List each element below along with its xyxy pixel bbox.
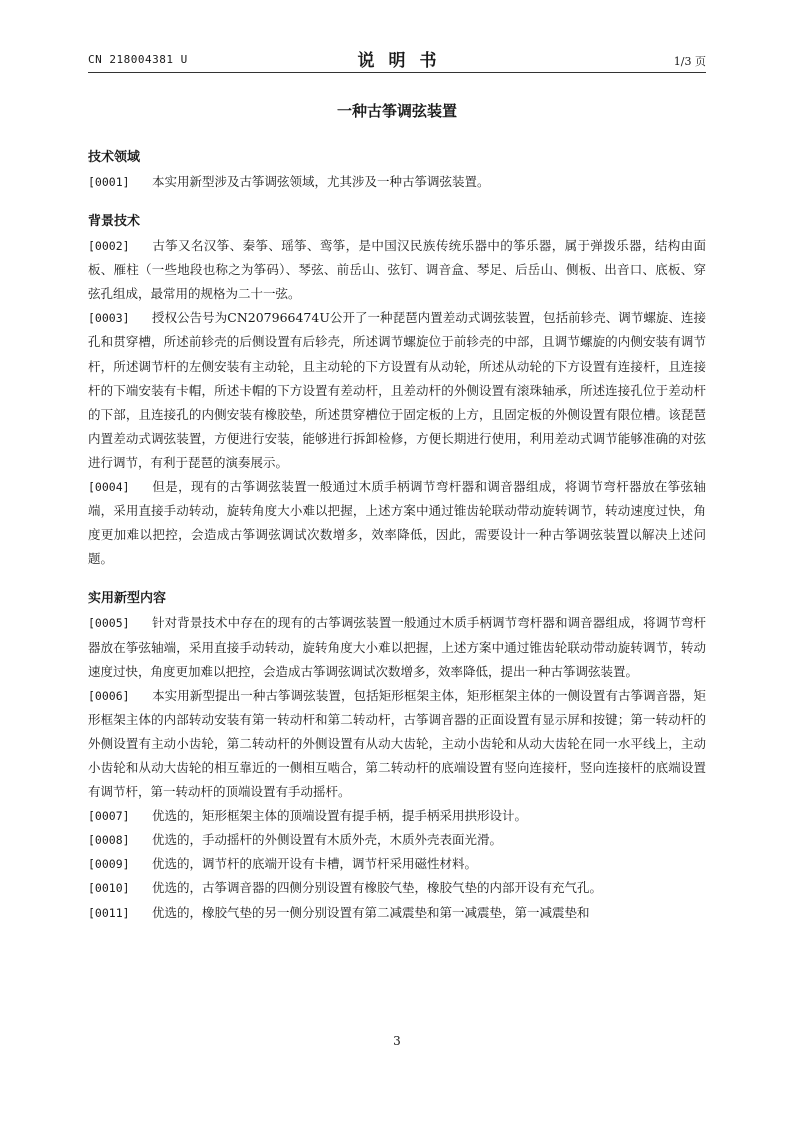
section-utility-model-content [88, 587, 706, 924]
page-number: 3 [393, 1034, 401, 1048]
paragraph-text: 优选的，调节杆的底端开设有卡槽，调节杆采用磁性材料。 [152, 856, 478, 872]
paragraph-text: 优选的，橡胶气垫的另一侧分别设置有第二减震垫和第一减震垫，第一减震垫和 [152, 904, 590, 920]
paragraph-text: 本实用新型涉及古筝调弦领域，尤其涉及一种古筝调弦装置。 [152, 174, 490, 189]
paragraph-text: 优选的，手动摇杆的外侧设置有木质外壳，木质外壳表面光滑。 [152, 832, 503, 848]
paragraph [88, 876, 706, 900]
paragraph-text: 针对背景技术中存在的现有的古筝调弦装置一般通过木质手柄调节弯杆器和调音器组成，将调节弯杆器放在筝弦轴端，采用直接手动转动，旋转角度大小难以把握，上述方案中通过锥齿轮联动带动旋转调节，转动速度过快，角度更加难以把控，会造成古筝调弦调试次数增多，效率降低，提出一种古筝调弦装置。 [88, 615, 706, 679]
paragraph [88, 475, 706, 571]
document-type: 说明书 [357, 51, 451, 71]
document-title: 一种古筝调弦装置 [336, 102, 457, 120]
paragraph-text: 优选的，矩形框架主体的顶端设置有提手柄，提手柄采用拱形设计。 [152, 808, 528, 824]
paragraph-text: 优选的，古筝调音器的四侧分别设置有橡胶气垫，橡胶气垫的内部开设有充气孔。 [152, 880, 603, 896]
patent-number: CN 218004381 U [88, 53, 188, 66]
paragraph-number: [0004] [88, 480, 130, 495]
paragraph-number: [0005] [88, 616, 130, 631]
paragraph-number: [0003] [88, 311, 130, 326]
paragraph-number: [0002] [88, 239, 130, 254]
section-technical-field [88, 146, 706, 194]
paragraph [88, 901, 706, 925]
paragraph [88, 234, 706, 306]
paragraph [88, 804, 706, 828]
paragraph-text: 但是，现有的古筝调弦装置一般通过木质手柄调节弯杆器和调音器组成，将调节弯杆器放在筝弦轴端，采用直接手动转动，旋转角度大小难以把握，上述方案中通过锥齿轮联动带动旋转调节，转动速度过快，角度更加难以把控，会造成古筝调弦调试次数增多，效率降低，因此，需要设计一种古筝调弦装置以解决上述问题。 [88, 479, 706, 567]
section-background [88, 210, 706, 571]
paragraph-number: [0006] [88, 688, 130, 703]
paragraph-number: [0009] [88, 857, 130, 872]
page-header [88, 44, 706, 73]
document-body [88, 146, 706, 941]
section-heading: 技术领域 [88, 150, 141, 165]
paragraph [88, 852, 706, 876]
section-heading: 实用新型内容 [88, 591, 167, 607]
paragraph [88, 611, 706, 683]
paragraph-number: [0008] [88, 833, 130, 848]
section-heading: 背景技术 [88, 214, 141, 230]
paragraph-number: [0001] [88, 175, 130, 189]
paragraph-text: 古筝又名汉筝、秦筝、瑶筝、鸾筝，是中国汉民族传统乐器中的筝乐器，属于弹拨乐器，结构由面板、雁柱（一些地段也称之为筝码）、琴弦、前岳山、弦钉、调音盒、琴足、后岳山、侧板、出音口、底板、穿弦孔组成，最常用的规格为二十一弦。 [88, 238, 706, 302]
paragraph [88, 306, 706, 475]
paragraph [88, 684, 706, 804]
paragraph [88, 170, 706, 194]
paragraph-number: [0007] [88, 809, 130, 824]
paragraph-number: [0011] [88, 905, 130, 920]
paragraph-number: [0010] [88, 881, 130, 896]
page-indicator: 1/3 页 [673, 55, 706, 68]
paragraph-text: 本实用新型提出一种古筝调弦装置，包括矩形框架主体，矩形框架主体的一侧设置有古筝调音器，矩形框架主体的内部转动安装有第一转动杆和第二转动杆，古筝调音器的正面设置有显示屏和按键；第一转动杆的外侧设置有主动小齿轮，第二转动杆的外侧设置有从动大齿轮，主动小齿轮和从动大齿轮在同一水平线上，主动小齿轮和从动大齿轮的相互靠近的一侧相互啮合，第二转动杆的底端设置有竖向连接杆，竖向连接杆的底端设置有调节杆，第一转动杆的顶端设置有手动摇杆。 [88, 687, 706, 800]
paragraph-text: 授权公告号为CN207966474U公开了一种琵琶内置差动式调弦装置，包括前轸壳、调节螺旋、连接孔和贯穿槽，所述前轸壳的后侧设置有后轸壳，所述调节螺旋位于前轸壳的中部，且调节螺旋的内侧安装有调节杆，所述调节杆的左侧安装有主动轮，且主动轮的下方设置有从动轮，所述从动轮的下方设置有连接杆，且连接杆的下端安装有卡帽，所述卡帽的下方设置有差动杆，且差动杆的外侧设置有滚珠轴承，所述连接孔位于差动杆的下部，且连接孔的内侧安装有橡胶垫，所述贯穿槽位于固定板的上方，且固定板的外侧设置有限位槽。该琵琶内置差动式调弦装置，方便进行安装，能够进行拆卸检修，方便长期进行使用，利用差动式调节能够准确的对弦进行调节，有利于琵琶的演奏展示。 [88, 310, 706, 470]
paragraph [88, 828, 706, 852]
